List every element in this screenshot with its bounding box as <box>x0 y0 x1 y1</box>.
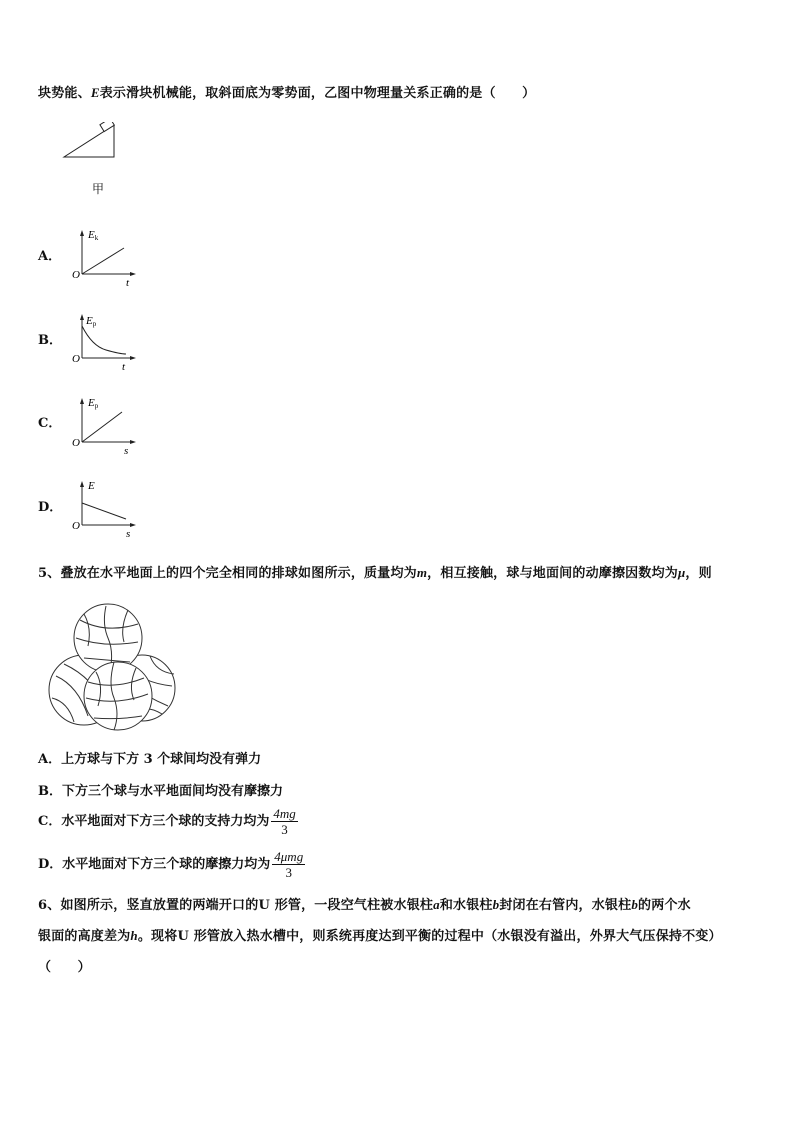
graph-c-curve <box>82 412 122 442</box>
option-c-label[interactable]: C． <box>38 416 62 431</box>
volleyballs-figure <box>44 598 184 734</box>
q5-option-c-fraction: $\frac{4mg}{3}$ <box>273 806 296 837</box>
q6-stem-line1: 6、如图所示，竖直放置的两端开口的U 形管，一段空气柱被水银柱a和水银柱b封闭在右管内，水银柱b的两个水 <box>38 897 691 913</box>
graph-a-xaxis: t <box>126 277 130 289</box>
option-d-label[interactable]: D． <box>38 500 63 515</box>
q5-stem: 5、叠放在水平地面上的四个完全相同的排球如图所示，质量均为m，相互接触，球与地面间的动摩擦因数均为μ，则 <box>38 565 712 581</box>
graph-d <box>66 477 146 541</box>
graph-b-curve <box>82 326 126 354</box>
q5-option-d-fraction: $\frac{\text{4μmg}}{3}$ <box>274 849 304 880</box>
volleyball-front <box>84 662 152 730</box>
q5-option-c[interactable]: C．水平地面对下方三个球的支持力均为 $\frac{4mg}{3}$ <box>38 806 296 837</box>
graph-b-xaxis: t <box>122 361 126 373</box>
figure-caption: 甲 <box>92 182 105 196</box>
incline-figure <box>60 122 120 162</box>
graph-d-curve <box>82 503 126 519</box>
svg-text:Ek <box>87 229 99 242</box>
graph-a-curve <box>82 248 124 274</box>
option-b-label[interactable]: B． <box>38 333 62 348</box>
sliding-block <box>100 122 114 132</box>
q5-option-b[interactable]: B．下方三个球与水平地面间均没有摩擦力 <box>38 784 283 799</box>
graph-c-xaxis: s <box>124 445 129 457</box>
q5-option-d[interactable]: D．水平地面对下方三个球的摩擦力均为 $\frac{\text{4μmg}}{3}$ <box>38 849 304 880</box>
graph-b-ysub: p <box>92 320 97 328</box>
graph-d-origin: O <box>72 520 80 532</box>
q6-stem-line2: 银面的高度差为h。现将U 形管放入热水槽中，则系统再度达到平衡的过程中（水银没有溢出，外界大气压保持不变） <box>38 928 722 944</box>
graph-c <box>66 394 146 458</box>
q4-intro: 块势能、E表示滑块机械能，取斜面底为零势面，乙图中物理量关系正确的是（ ） <box>38 85 536 101</box>
q5-option-a[interactable]: A．上方球与下方 3 个球间均没有弹力 <box>38 752 262 767</box>
graph-a <box>66 226 146 290</box>
graph-b-yaxis: E <box>86 315 93 327</box>
svg-text:Ep <box>87 397 99 410</box>
volleyball-top <box>74 604 142 672</box>
graph-a-yaxis: E <box>88 229 95 241</box>
graph-d-yaxis: E <box>88 480 95 492</box>
graph-a-ysub: k <box>94 234 99 242</box>
graph-d-xaxis: s <box>126 528 131 540</box>
graph-c-ysub: p <box>94 402 99 410</box>
option-a-label[interactable]: A． <box>38 249 62 264</box>
graph-c-origin: O <box>72 437 80 449</box>
q6-answer-blank: （ ） <box>38 960 91 975</box>
svg-text:Ep <box>85 315 97 328</box>
graph-b <box>66 310 146 374</box>
graph-b-origin: O <box>72 353 80 365</box>
graph-a-origin: O <box>72 269 80 281</box>
graph-c-yaxis: E <box>88 397 95 409</box>
